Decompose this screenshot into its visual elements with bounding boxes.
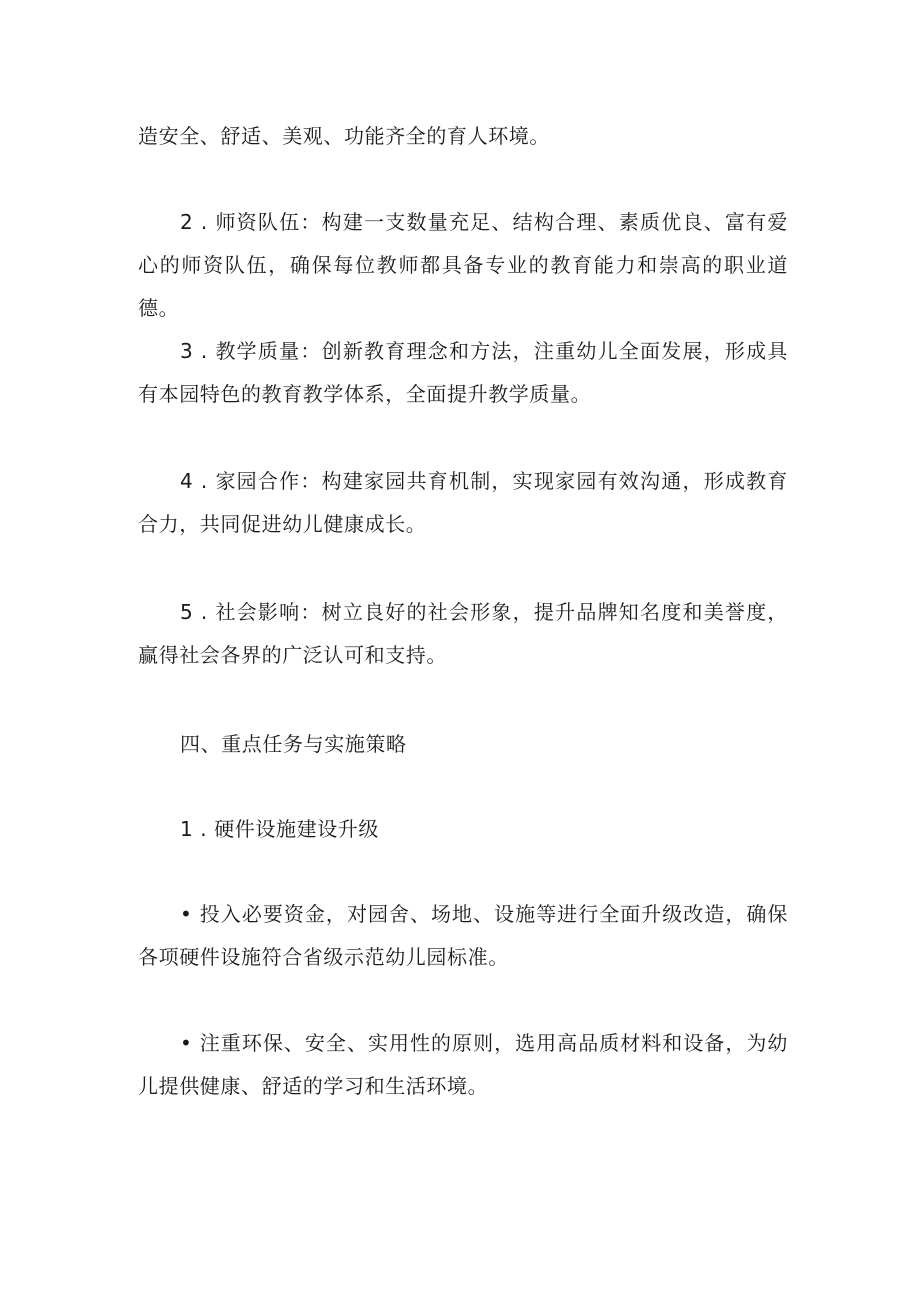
bullet-item-investment: • 投入必要资金，对园舍、场地、设施等进行全面升级改造，确保各项硬件设施符合省级示范幼儿园标准。 [138,902,788,969]
bullet-item-environmental-principles: • 注重环保、安全、实用性的原则，选用高品质材料和设备，为幼儿提供健康、舒适的学习和生活环境。 [138,1031,788,1098]
subheading-hardware-upgrade: 1 . 硬件设施建设升级 [180,817,379,841]
paragraph-teaching-staff: 2 . 师资队伍：构建一支数量充足、结构合理、素质优良、富有爱心的师资队伍，确保每位教师都具备专业的教育能力和崇高的职业道德。 [138,210,788,320]
paragraph-home-school-cooperation: 4 . 家园合作：构建家园共育机制，实现家园有效沟通，形成教育合力，共同促进幼儿健康成长。 [138,469,788,536]
paragraph-social-influence: 5 . 社会影响：树立良好的社会形象，提升品牌知名度和美誉度，赢得社会各界的广泛认可和支持。 [138,600,788,667]
section-heading-key-tasks: 四、重点任务与实施策略 [180,732,407,756]
paragraph-teaching-quality: 3 . 教学质量：创新教育理念和方法，注重幼儿全面发展，形成具有本园特色的教育教学体系，全面提升教学质量。 [138,339,788,406]
paragraph-continuation: 造安全、舒适、美观、功能齐全的育人环境。 [138,124,550,148]
